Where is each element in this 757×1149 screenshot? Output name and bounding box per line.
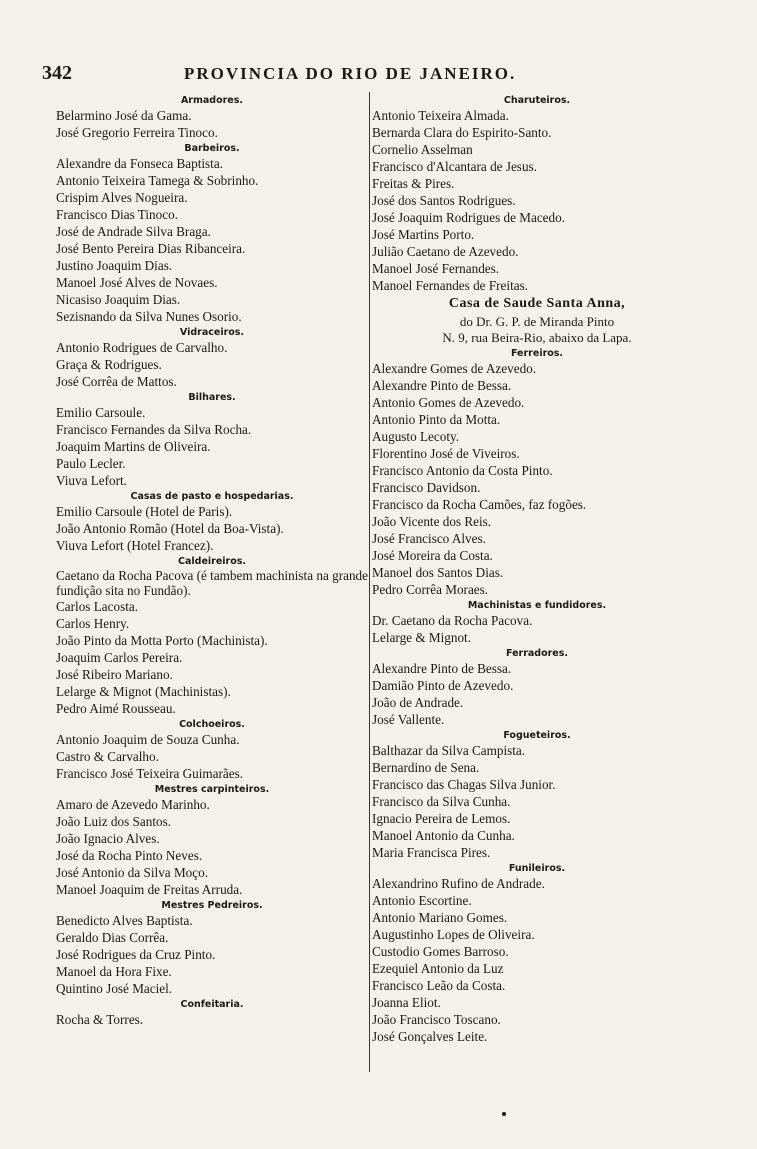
list-entry: João de Andrade. — [372, 695, 464, 710]
list-entry: Antonio Joaquim de Souza Cunha. — [56, 732, 240, 747]
list-entry: Alexandre Pinto de Bessa. — [372, 378, 512, 393]
list-entry: Alexandre Pinto de Bessa. — [372, 661, 512, 676]
page-title: PROVINCIA DO RIO DE JANEIRO. — [184, 64, 517, 83]
list-entry: Francisco Davidson. — [372, 480, 481, 495]
list-entry: Antonio Escortine. — [372, 893, 472, 908]
section-heading: Barbeiros. — [184, 143, 240, 154]
list-entry: Antonio Gomes de Azevedo. — [372, 395, 525, 410]
list-entry: Augustinho Lopes de Oliveira. — [372, 927, 535, 942]
list-entry: Quintino José Maciel. — [56, 981, 173, 996]
list-entry: José de Andrade Silva Braga. — [56, 224, 211, 239]
section-heading: Caldeireiros. — [178, 556, 246, 567]
list-entry: Carlos Lacosta. — [56, 599, 139, 614]
list-entry: Francisco Leão da Costa. — [372, 978, 506, 993]
list-entry: Geraldo Dias Corrêa. — [56, 930, 169, 945]
list-entry: José Gregorio Ferreira Tinoco. — [56, 125, 218, 140]
list-entry: Francisco Dias Tinoco. — [56, 207, 178, 222]
section-armadores — [56, 95, 368, 141]
casa-de-saude-line1: do Dr. G. P. de Miranda Pinto — [459, 314, 615, 329]
list-entry: José Vallente. — [372, 712, 445, 727]
list-entry: João Antonio Romão (Hotel da Boa-Vista). — [56, 521, 284, 536]
list-entry: João Luiz dos Santos. — [56, 814, 172, 829]
list-entry: Justino Joaquim Dias. — [56, 258, 173, 273]
section-ferradores — [372, 648, 702, 728]
list-entry: Francisco d'Alcantara de Jesus. — [372, 159, 537, 174]
list-entry: Antonio Teixeira Tamega & Sobrinho. — [56, 173, 259, 188]
list-entry: Julião Caetano de Azevedo. — [372, 244, 519, 259]
list-entry: Manoel Antonio da Cunha. — [372, 828, 515, 843]
list-entry: Emilio Carsoule (Hotel de Paris). — [56, 504, 233, 519]
casa-de-saude-title: Casa de Saude Santa Anna, — [448, 296, 626, 311]
list-entry: Antonio Mariano Gomes. — [372, 910, 508, 925]
list-entry: Graça & Rodrigues. — [56, 357, 162, 372]
list-entry: Manoel da Hora Fixe. — [56, 964, 172, 979]
section-heading: Ferreiros. — [510, 348, 564, 359]
list-entry: Joaquim Martins de Oliveira. — [56, 439, 211, 454]
list-entry: Sezisnando da Silva Nunes Osorio. — [56, 309, 242, 324]
section-heading: Mestres Pedreiros. — [161, 900, 263, 911]
section-confeitaria — [56, 999, 368, 1028]
section-barbeiros — [56, 143, 368, 325]
section-funileiros — [372, 863, 702, 1045]
list-entry: Pedro Aimé Rousseau. — [56, 701, 176, 716]
list-entry: José Gonçalves Leite. — [372, 1029, 488, 1044]
left-column — [56, 93, 368, 1028]
list-entry: Cornelio Asselman — [372, 142, 473, 157]
list-entry: Ignacio Pereira de Lemos. — [372, 811, 511, 826]
list-entry: Alexandre Gomes de Azevedo. — [372, 361, 537, 376]
list-entry: João Ignacio Alves. — [56, 831, 160, 846]
list-entry: João Francisco Toscano. — [372, 1012, 501, 1027]
section-heading: Confeitaria. — [180, 999, 244, 1010]
list-entry: Manoel Fernandes de Freitas. — [372, 278, 529, 293]
section-heading: Armadores. — [180, 95, 244, 106]
page-header — [42, 62, 742, 86]
list-entry: José Rodrigues da Cruz Pinto. — [56, 947, 216, 962]
list-entry: José Moreira da Costa. — [372, 548, 493, 563]
section-charuteiros — [372, 95, 702, 294]
list-entry: Belarmino José da Gama. — [56, 108, 192, 123]
section-heading: Ferradores. — [505, 648, 569, 659]
list-entry: Balthazar da Silva Campista. — [372, 743, 526, 758]
section-casas-de-pasto-e-hospedarias — [56, 491, 368, 554]
list-entry: Manoel dos Santos Dias. — [372, 565, 504, 580]
list-entry: Crispim Alves Nogueira. — [56, 190, 188, 205]
list-entry: Freitas & Pires. — [372, 176, 455, 191]
section-heading: Vidraceiros. — [179, 327, 245, 338]
section-mestres-pedreiros — [56, 900, 368, 997]
list-entry: Caetano da Rocha Pacova (é tambem machinista na grande fundição sita no Fundão). — [56, 568, 368, 598]
list-entry: Lelarge & Mignot. — [372, 630, 472, 645]
section-vidraceiros — [56, 327, 368, 390]
section-heading: Casas de pasto e hospedarias. — [130, 491, 294, 502]
list-entry: Antonio Rodrigues de Carvalho. — [56, 340, 228, 355]
ink-dot — [502, 1112, 506, 1116]
list-entry: Dr. Caetano da Rocha Pacova. — [372, 613, 533, 628]
section-heading: Funileiros. — [508, 863, 566, 874]
section-heading: Bilhares. — [188, 392, 236, 403]
list-entry: Benedicto Alves Baptista. — [56, 913, 193, 928]
list-entry: Paulo Lecler. — [56, 456, 126, 471]
list-entry: José Martins Porto. — [372, 227, 475, 242]
list-entry: Amaro de Azevedo Marinho. — [56, 797, 210, 812]
list-entry: Antonio Teixeira Almada. — [372, 108, 509, 123]
list-entry: Emilio Carsoule. — [56, 405, 146, 420]
section-heading: Fogueteiros. — [503, 730, 571, 741]
section-heading: Machinistas e fundidores. — [467, 600, 607, 611]
list-entry: José Bento Pereira Dias Ribanceira. — [56, 241, 246, 256]
list-entry: Custodio Gomes Barroso. — [372, 944, 509, 959]
list-entry: Manoel Joaquim de Freitas Arruda. — [56, 882, 243, 897]
list-entry: Viuva Lefort (Hotel Francez). — [56, 538, 214, 553]
list-entry: Lelarge & Mignot (Machinistas). — [56, 684, 231, 699]
list-entry: Carlos Henry. — [56, 616, 130, 631]
section-colchoeiros — [56, 719, 368, 782]
list-entry: Francisco da Rocha Camões, faz fogões. — [372, 497, 587, 512]
list-entry: Viuva Lefort. — [56, 473, 127, 488]
list-entry: José Francisco Alves. — [372, 531, 486, 546]
section-charuteiros — [372, 95, 702, 294]
right-sections — [372, 348, 702, 1045]
section-mestres-carpinteiros — [56, 784, 368, 898]
list-entry: José Corrêa de Mattos. — [56, 374, 177, 389]
section-bilhares — [56, 392, 368, 489]
list-entry: Florentino José de Viveiros. — [372, 446, 520, 461]
list-entry: Joaquim Carlos Pereira. — [56, 650, 183, 665]
list-entry: José dos Santos Rodrigues. — [372, 193, 516, 208]
list-entry: Manoel José Alves de Novaes. — [56, 275, 218, 290]
list-entry: Antonio Pinto da Motta. — [372, 412, 501, 427]
list-entry: José Joaquim Rodrigues de Macedo. — [372, 210, 566, 225]
list-entry: Alexandrino Rufino de Andrade. — [372, 876, 545, 891]
list-entry: Francisco das Chagas Silva Junior. — [372, 777, 556, 792]
list-entry: Maria Francisca Pires. — [372, 845, 491, 860]
list-entry: José Antonio da Silva Moço. — [56, 865, 209, 880]
section-caldeireiros — [56, 556, 368, 717]
list-entry: Pedro Corrêa Moraes. — [372, 582, 489, 597]
page-number: 342 — [42, 62, 72, 84]
section-ferreiros — [372, 348, 702, 598]
list-entry: João Vicente dos Reis. — [372, 514, 492, 529]
list-entry: Damião Pinto de Azevedo. — [372, 678, 514, 693]
list-entry: Joanna Eliot. — [372, 995, 441, 1010]
list-entry: Augusto Lecoty. — [372, 429, 460, 444]
list-entry: Ezequiel Antonio da Luz — [372, 961, 504, 976]
list-entry: Rocha & Torres. — [56, 1012, 144, 1027]
list-entry: Francisco Antonio da Costa Pinto. — [372, 463, 553, 478]
list-entry: Nicasiso Joaquim Dias. — [56, 292, 181, 307]
section-heading: Mestres carpinteiros. — [154, 784, 270, 795]
list-entry: Francisco José Teixeira Guimarães. — [56, 766, 244, 781]
right-column — [372, 93, 702, 1045]
list-entry: João Pinto da Motta Porto (Machinista). — [56, 633, 268, 648]
list-entry: José da Rocha Pinto Neves. — [56, 848, 203, 863]
list-entry: Castro & Carvalho. — [56, 749, 159, 764]
list-entry: Francisco da Silva Cunha. — [372, 794, 511, 809]
list-entry: Bernardino de Sena. — [372, 760, 480, 775]
list-entry: Bernarda Clara do Espirito-Santo. — [372, 125, 552, 140]
section-machinistas-e-fundidores — [372, 600, 702, 646]
list-entry: Alexandre da Fonseca Baptista. — [56, 156, 223, 171]
casa-de-saude-line2: N. 9, rua Beira-Rio, abaixo da Lapa. — [442, 330, 632, 345]
section-heading: Charuteiros. — [503, 95, 571, 106]
list-entry: Francisco Fernandes da Silva Rocha. — [56, 422, 252, 437]
section-heading: Colchoeiros. — [179, 719, 245, 730]
section-fogueteiros — [372, 730, 702, 861]
list-entry: José Ribeiro Mariano. — [56, 667, 173, 682]
list-entry: Manoel José Fernandes. — [372, 261, 500, 276]
column-divider — [369, 92, 370, 1072]
